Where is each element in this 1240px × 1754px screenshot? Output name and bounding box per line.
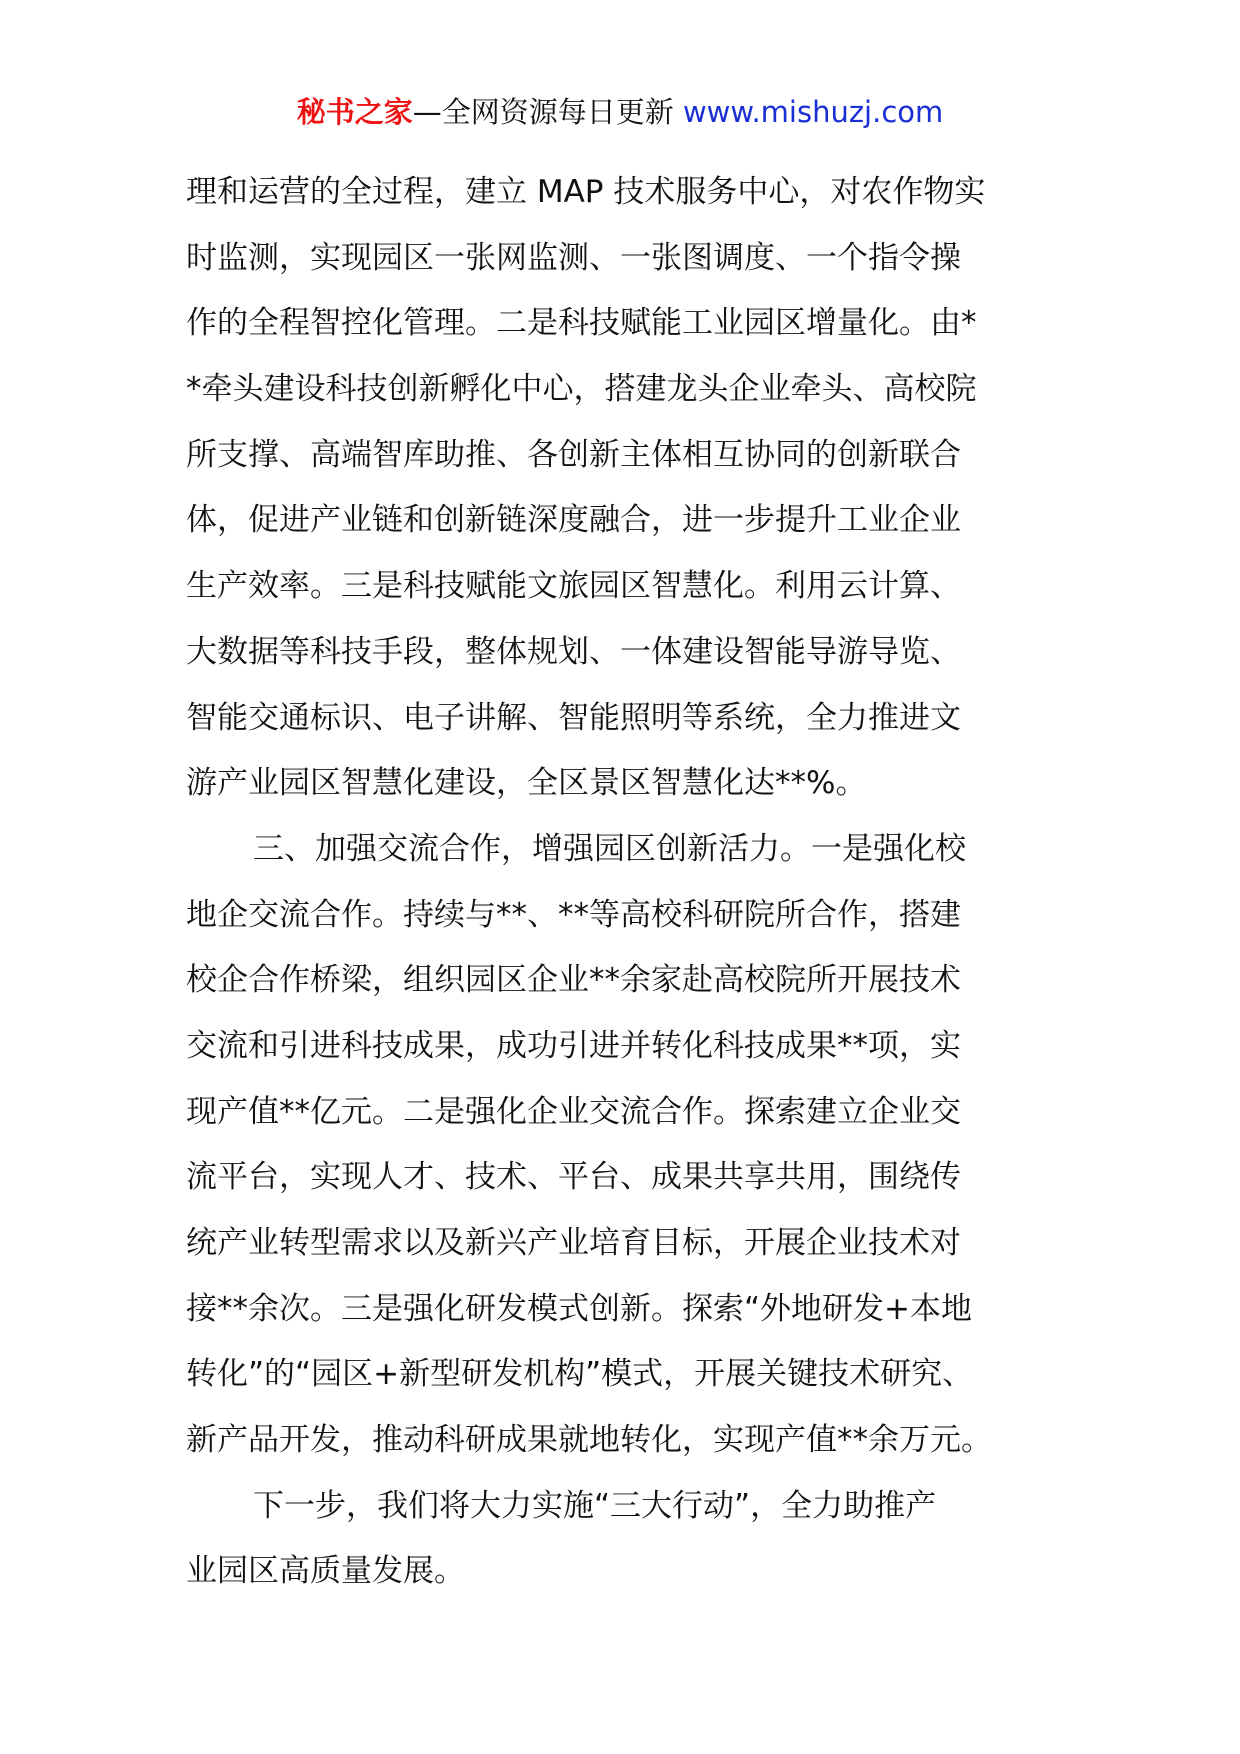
text-line: 接**余次。三是强化研发模式创新。探索“外地研发+本地 xyxy=(186,1290,973,1327)
text-line: 业园区高质量发展。 xyxy=(186,1553,465,1590)
text-line: 校企合作桥梁，组织园区企业**余家赴高校院所开展技术 xyxy=(186,962,961,999)
text-line: 新产品开发，推动科研成果就地转化，实现产值**余万元。 xyxy=(186,1422,992,1459)
text-line: 智能交通标识、电子讲解、智能照明等系统，全力推进文 xyxy=(186,699,961,736)
text-line: 所支撑、高端智库助推、各创新主体相互协同的创新联合 xyxy=(186,436,961,473)
text-line: 游产业园区智慧化建设，全区景区智慧化达**%。 xyxy=(186,765,867,802)
paragraph-start-line: 下一步，我们将大力实施“三大行动”，全力助推产 xyxy=(253,1487,937,1524)
text-line: 地企交流合作。持续与**、**等高校科研院所合作，搭建 xyxy=(186,896,961,933)
text-line: 时监测，实现园区一张网监测、一张图调度、一个指令操 xyxy=(186,239,961,276)
site-url-link[interactable]: www.mishuzj.com xyxy=(682,95,944,129)
section-heading-line: 三、加强交流合作，增强园区创新活力。一是强化校 xyxy=(253,830,966,867)
text-line: 大数据等科技手段，整体规划、一体建设智能导游导览、 xyxy=(186,633,961,670)
site-brand: 秘书之家 xyxy=(296,95,413,129)
text-line: 转化”的“园区+新型研发机构”模式，开展关键技术研究、 xyxy=(186,1356,974,1393)
text-line: 生产效率。三是科技赋能文旅园区智慧化。利用云计算、 xyxy=(186,568,961,605)
text-line: 理和运营的全过程，建立 MAP 技术服务中心，对农作物实 xyxy=(186,174,986,210)
text-line: 交流和引进科技成果，成功引进并转化科技成果**项，实 xyxy=(186,1027,961,1064)
text-line: 体，促进产业链和创新链深度融合，进一步提升工业企业 xyxy=(186,502,961,539)
site-header xyxy=(0,92,1240,132)
text-line: *牵头建设科技创新孵化中心，搭建龙头企业牵头、高校院 xyxy=(186,371,977,408)
text-line: 统产业转型需求以及新兴产业培育目标，开展企业技术对 xyxy=(186,1225,961,1261)
document-body xyxy=(186,160,1066,1605)
text-line: 流平台，实现人才、技术、平台、成果共享共用，围绕传 xyxy=(186,1159,961,1196)
site-tagline: —全网资源每日更新 xyxy=(412,95,683,129)
text-line: 作的全程智控化管理。二是科技赋能工业园区增量化。由* xyxy=(186,305,977,342)
text-line: 现产值**亿元。二是强化企业交流合作。探索建立企业交 xyxy=(186,1093,961,1130)
